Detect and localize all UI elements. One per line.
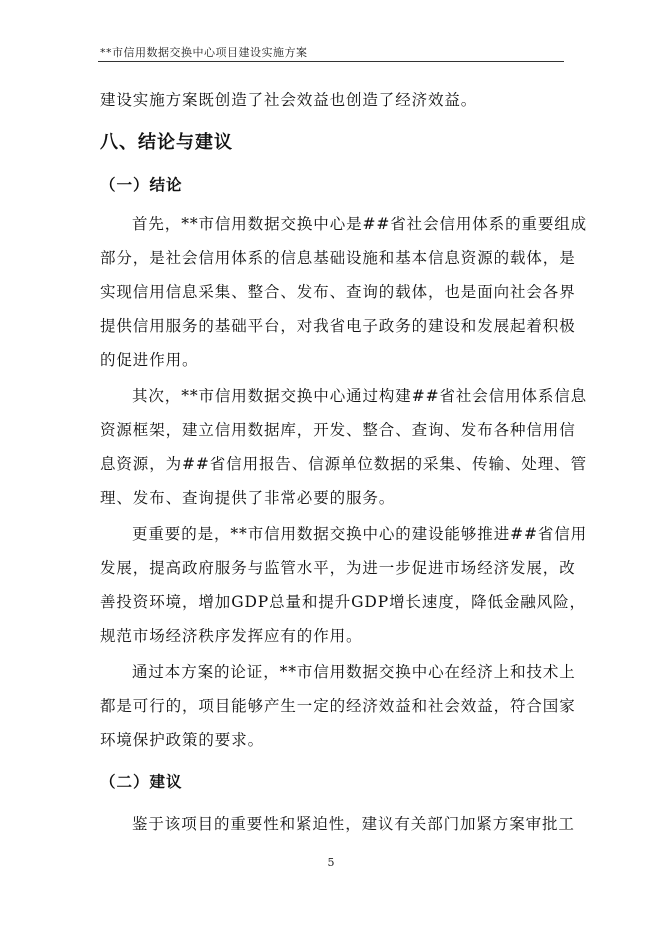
paragraph-line: 息资源，为##省信用报告、信源单位数据的采集、传输、处理、管 xyxy=(100,455,587,473)
paragraph-line: 理、发布、查询提供了非常必要的服务。 xyxy=(100,489,396,507)
paragraph-line: 资源框架，建立信用数据库，开发、整合、查询、发布各种信用信 xyxy=(100,421,576,439)
header-rule xyxy=(98,61,564,62)
subsection-suggestion-title: （二）建议 xyxy=(100,773,183,791)
paragraph-line: 规范市场经济秩序发挥应有的作用。 xyxy=(100,627,363,645)
paragraph-line: 环境保护政策的要求。 xyxy=(100,731,265,749)
running-header: **市信用数据交换中心项目建设实施方案 xyxy=(100,46,308,59)
intro-line: 建设实施方案既创造了社会效益也创造了经济效益。 xyxy=(100,91,478,109)
paragraph-line: 实现信用信息采集、整合、发布、查询的载体，也是面向社会各界 xyxy=(100,283,576,301)
paragraph-line: 首先，**市信用数据交换中心是##省社会信用体系的重要组成 xyxy=(132,215,588,233)
paragraph-line: 其次，**市信用数据交换中心通过构建##省社会信用体系信息 xyxy=(132,387,588,405)
paragraph-line: 都是可行的，项目能够产生一定的经济效益和社会效益，符合国家 xyxy=(100,697,576,715)
paragraph-line: 的促进作用。 xyxy=(100,351,199,369)
paragraph-line: 提供信用服务的基础平台，对我省电子政务的建设和发展起着积极 xyxy=(100,317,576,335)
page-number: 5 xyxy=(327,856,335,869)
subsection-conclusion-title: （一）结论 xyxy=(100,176,183,194)
paragraph-line: 部分，是社会信用体系的信息基础设施和基本信息资源的载体，是 xyxy=(100,249,576,267)
paragraph-line: 更重要的是，**市信用数据交换中心的建设能够推进##省信用 xyxy=(132,525,588,543)
paragraph-line: 发展，提高政府服务与监管水平，为进一步促进市场经济发展，改 xyxy=(100,559,576,577)
paragraph-line: 通过本方案的论证，**市信用数据交换中心在经济上和技术上 xyxy=(132,663,576,681)
paragraph-line: 善投资环境，增加GDP总量和提升GDP增长速度，降低金融风险， xyxy=(100,593,586,611)
paragraph-line: 鉴于该项目的重要性和紧迫性，建议有关部门加紧方案审批工 xyxy=(132,815,575,833)
section-title: 八、结论与建议 xyxy=(100,132,233,153)
